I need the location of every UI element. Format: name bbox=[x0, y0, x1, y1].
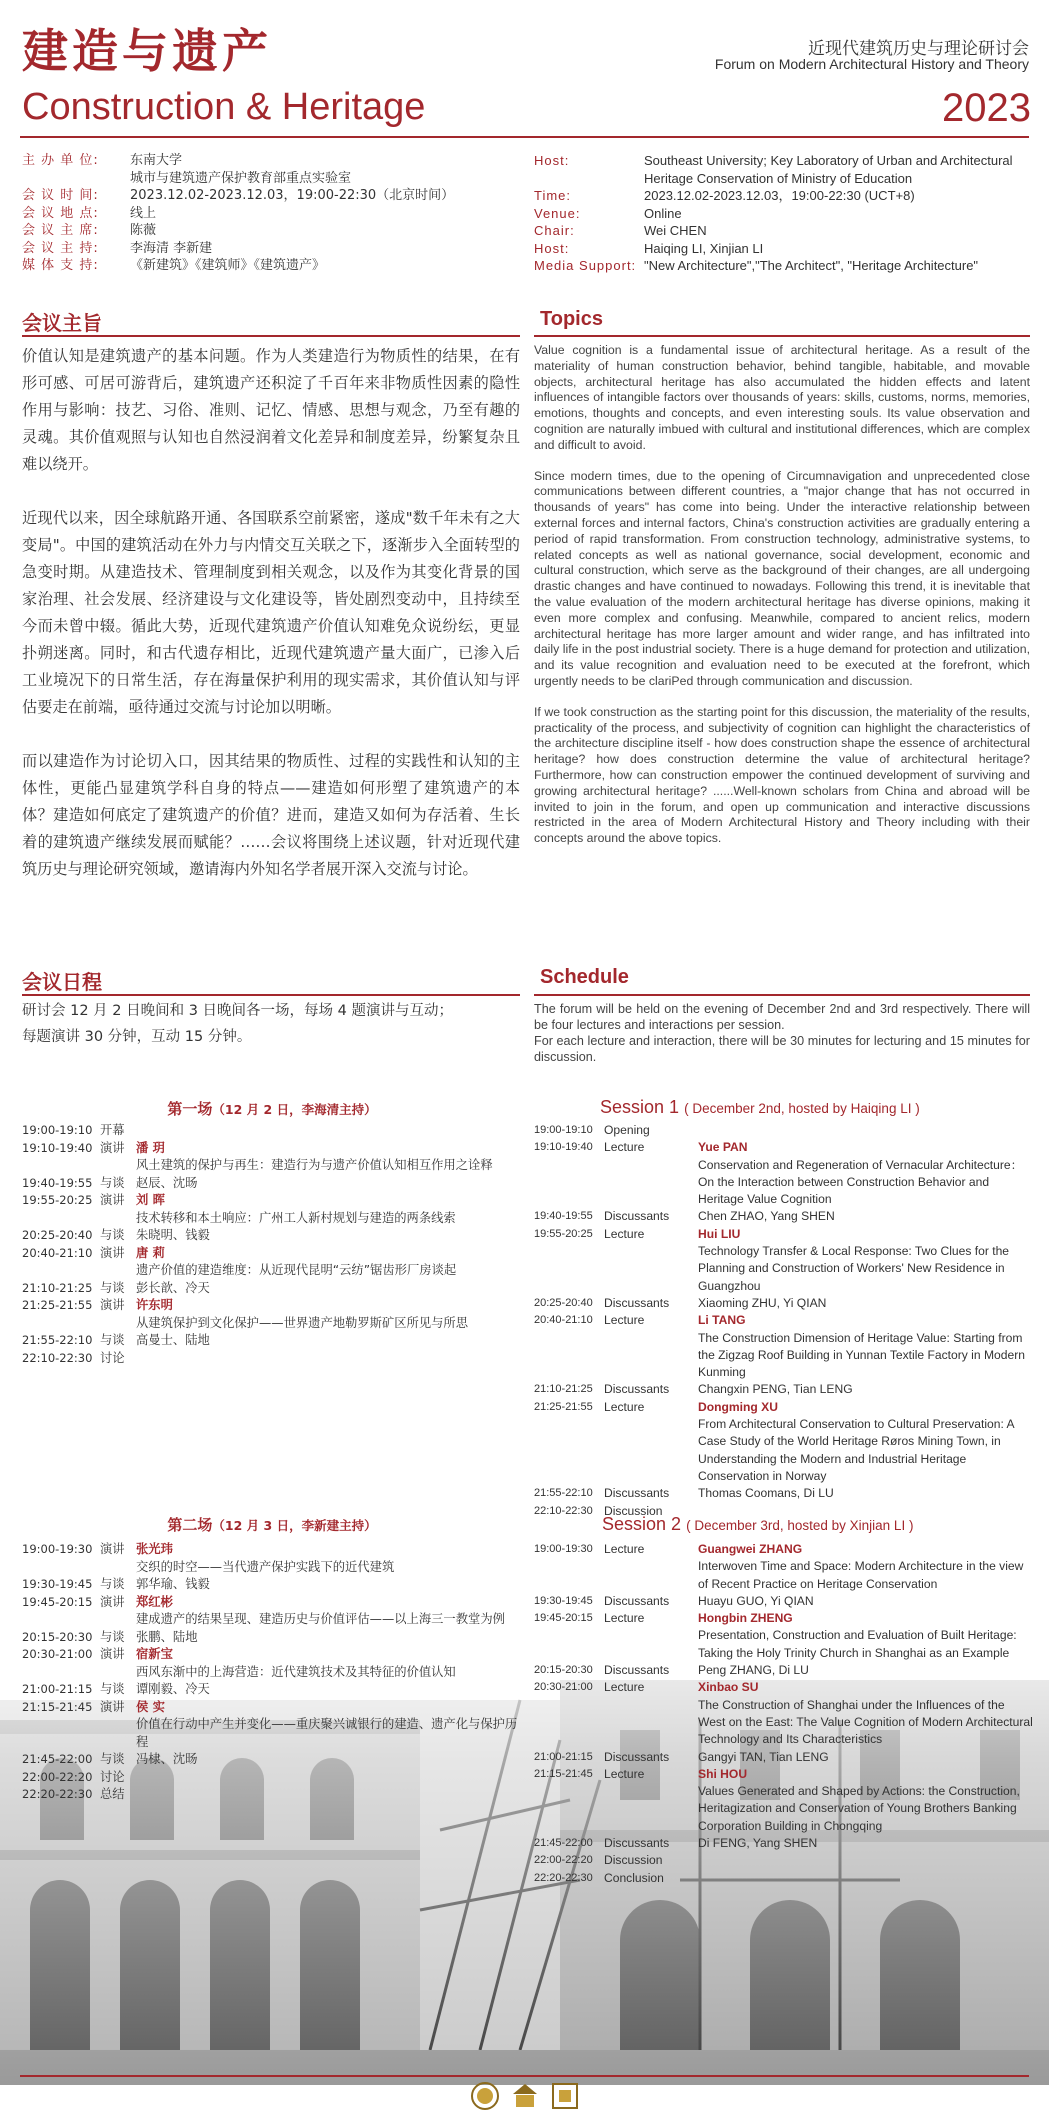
schedule-type: 讨论 bbox=[100, 1350, 125, 1365]
schedule-type: 与谈 bbox=[100, 1280, 125, 1295]
session-sub: ( December 2nd, hosted by Haiqing LI ) bbox=[684, 1101, 920, 1116]
info-label: 会 议 主 席: bbox=[22, 223, 99, 238]
info-row bbox=[22, 222, 522, 240]
speaker-name: Hui LIU bbox=[698, 1226, 741, 1241]
info-row bbox=[534, 187, 1034, 205]
info-value: 线上 bbox=[130, 205, 157, 221]
session-name: 第二场 bbox=[167, 1516, 213, 1534]
session1-schedule-cn bbox=[22, 1122, 522, 1367]
info-label: Host: bbox=[534, 153, 570, 168]
topics-paragraph: Value cognition is a fundamental issue of architectural heritage. As a result of the materiality of human construction behavior, behind tangible, habitable, and movable objects, architectural heritage has also accumulated the hidden effects and latent influences of intangible factors over thousands of years: skills, customs, norms, memories, emotions, thoughts and concepts, and even interesting souls. Its value observation and cognition are naturally imbued with cultural and institutional differences, which are complex and difficult to avoid. bbox=[534, 343, 1030, 452]
schedule-row bbox=[22, 1332, 522, 1350]
info-value: Haiqing LI, Xinjian LI bbox=[644, 240, 764, 256]
info-label bbox=[22, 170, 130, 188]
topics-heading-cn: 会议主旨 bbox=[22, 311, 102, 335]
schedule-time: 19:00-19:10 bbox=[22, 1123, 93, 1137]
schedule-body bbox=[136, 1629, 522, 1647]
schedule-row bbox=[534, 1399, 1034, 1485]
schedule-body bbox=[698, 1610, 1034, 1662]
schedule-body bbox=[136, 1227, 522, 1245]
schedule-row bbox=[22, 1646, 522, 1681]
lecture-title: 技术转移和本土响应：广州工人新村规划与建造的两条线索 bbox=[136, 1210, 456, 1225]
topics-paragraph: Since modern times, due to the opening of Circumnavigation and unprecedented close communications between different countries, a "major change that has not occurred in thousands of years" has come into being. Under the interactive relationship between external forces and internal factors, China's construction activities are gradually entering a period of rapid transformation. From construction technology, administrative systems, to related concepts as well as national governance, social development, economic and cultural construction, which serve as the background of their changes, are all undergoing drastic changes and have continued to nowadays. Following this trend, it is inevitable that the value evaluation of the modern architectural heritage has diverse opinions, making it even more complex and confusing. Meanwhile, compared to ancient relics, modern architectural heritage has more larger amount and wider range, and has infiltrated into daily life in the post industrial society. There is a huge demand for protection and utilization, and its value recognition and evaluation need to be executed at the forefront, which urgently needs to be clariPed through communication and discussion. bbox=[534, 468, 1030, 688]
discussants: Thomas Coomans, Di LU bbox=[698, 1486, 834, 1501]
info-row bbox=[22, 152, 522, 170]
session-name: 第一场 bbox=[167, 1100, 213, 1118]
session-name: Session 2 bbox=[602, 1514, 682, 1534]
schedule-type: Discussants bbox=[604, 1382, 670, 1397]
schedule-time: 21:00-21:15 bbox=[534, 1750, 593, 1763]
session1-title-cn bbox=[22, 1098, 522, 1119]
schedule-type: 与谈 bbox=[100, 1175, 125, 1190]
schedule-time: 19:10-19:40 bbox=[22, 1140, 93, 1155]
schedule-body bbox=[698, 1835, 1034, 1852]
session-name: Session 1 bbox=[600, 1097, 680, 1117]
schedule-time: 22:20-22:30 bbox=[22, 1787, 93, 1801]
schedule-time: 20:40-21:10 bbox=[534, 1314, 593, 1327]
lecture-title: Values Generated and Shaped by Actions: the Construction, Heritagization and Conservation of Young Brothers Banking Corporation Building in Chongqing bbox=[698, 1784, 1020, 1833]
schedule-row bbox=[534, 1835, 1034, 1852]
schedule-type: Discussion bbox=[604, 1503, 663, 1518]
info-label: 主 办 单 位: bbox=[22, 153, 99, 168]
schedule-body bbox=[136, 1594, 522, 1629]
session2-schedule-en bbox=[534, 1541, 1034, 1887]
schedule-row bbox=[22, 1227, 522, 1245]
forum-title-cn: 近现代建筑历史与理论研讨会 bbox=[808, 39, 1029, 59]
schedule-type: Discussants bbox=[604, 1295, 670, 1310]
topics-body-en bbox=[534, 343, 1030, 862]
schedule-body bbox=[136, 1350, 522, 1368]
topics-paragraph: If we took construction as the starting point for this discussion, the materiality of the results, practicality of the process, and subjectivity of cognition can highlight the characteristics of the architecture discipline itself - how does construction shape the essence of architectural heritage? how does construction determine the value of architectural heritage? Furthermore, how can construction empower the continued development of surviving and growing architectural heritage? ......Well-known scholars from China and abroad will be invited to join in the forum, and open up communication and interactive discussions restricted in the area of Modern Architectural History and Theory including with their concepts around the above topics. bbox=[534, 704, 1030, 846]
speaker-name: 唐 莉 bbox=[136, 1245, 165, 1260]
schedule-time: 22:00-22:20 bbox=[22, 1769, 93, 1784]
lecture-title: Interwoven Time and Space: Modern Architecture in the view of Recent Practice on Heritage Conservation bbox=[698, 1559, 1024, 1591]
schedule-type: 演讲 bbox=[100, 1699, 125, 1714]
schedule-row bbox=[534, 1593, 1034, 1610]
schedule-body bbox=[698, 1399, 1034, 1485]
schedule-row bbox=[534, 1610, 1034, 1662]
info-value: 2023.12.02-2023.12.03，19:00-22:30（北京时间） bbox=[130, 188, 455, 203]
schedule-row bbox=[22, 1122, 522, 1140]
topics-paragraph: 近现代以来，因全球航路开通、各国联系空前紧密，遂成"数千年未有之大变局"。中国的建筑活动在外力与内情交互关联之下，逐渐步入全面转型的急变时期。从建造技术、管理制度到相关观念，以及作为其变化背景的国家治理、社会发展、经济建设与文化建设等，皆处剧烈变动中，且持续至今而未曾中辍。循此大势，近现代建筑遗产价值认知难免众说纷纭，更显扑朔迷离。同时，和古代遗存相比，近现代建筑遗产量大面广，已渗入后工业境况下的日常生活，存在海量保护利用的现实需求，其价值认知与评估要走在前端，亟待通过交流与讨论加以明晰。 bbox=[22, 509, 520, 716]
info-label: 媒 体 支 持: bbox=[22, 258, 99, 273]
schedule-body bbox=[136, 1646, 522, 1681]
intro-line: The forum will be held on the evening of December 2nd and 3rd respectively. There will be four lectures and interactions per session. bbox=[534, 1002, 1030, 1032]
schedule-row bbox=[22, 1699, 522, 1752]
schedule-time: 22:20-22:30 bbox=[534, 1871, 593, 1884]
info-cn bbox=[22, 152, 522, 275]
schedule-rule-cn bbox=[22, 994, 520, 996]
info-value: 李海清 李新建 bbox=[130, 240, 213, 256]
schedule-type: Lecture bbox=[604, 1226, 645, 1241]
speaker-name: 张光玮 bbox=[136, 1542, 173, 1556]
info-value: Southeast University; Key Laboratory of Urban and Architectural Heritage Conservation of Ministry of Education bbox=[644, 153, 1013, 186]
schedule-body bbox=[136, 1297, 522, 1332]
lecture-title: 建成遗产的结果呈现、建造历史与价值评估——以上海三一教堂为例 bbox=[136, 1612, 505, 1626]
schedule-time: 21:10-21:25 bbox=[22, 1280, 93, 1295]
schedule-body bbox=[698, 1593, 1034, 1610]
session2-title-cn bbox=[22, 1514, 522, 1535]
lecture-title: From Architectural Conservation to Cultural Preservation: A Case Study of the World Heritage Røros Mining Town, in Understanding the Modern and Industrial Heritage Conservation in Norway bbox=[698, 1417, 1014, 1483]
info-row bbox=[22, 257, 522, 275]
info-label: 会 议 主 持: bbox=[22, 240, 99, 256]
schedule-row bbox=[534, 1766, 1034, 1835]
schedule-body bbox=[136, 1332, 522, 1350]
schedule-intro-cn bbox=[22, 998, 520, 1050]
schedule-type: Lecture bbox=[604, 1313, 645, 1328]
schedule-type: 演讲 bbox=[100, 1140, 125, 1155]
discussants: Di FENG, Yang SHEN bbox=[698, 1836, 818, 1851]
schedule-type: Discussants bbox=[604, 1486, 670, 1501]
info-row bbox=[534, 152, 1034, 187]
schedule-row bbox=[22, 1175, 522, 1193]
schedule-type: Discussion bbox=[604, 1853, 663, 1868]
footer-logos bbox=[0, 2081, 1049, 2111]
schedule-row bbox=[22, 1297, 522, 1332]
topics-paragraph: 价值认知是建筑遗产的基本问题。作为人类建造行为物质性的结果，在有形可感、可居可游背后，建筑遗产还积淀了千百年来非物质性因素的隐性作用与影响：技艺、习俗、准则、记忆、情感、思想与观念，乃至有趣的灵魂。其价值观照与认知也自然浸润着文化差异和制度差异，纷繁复杂且难以绕开。 bbox=[22, 347, 520, 473]
speaker-name: Dongming XU bbox=[698, 1399, 778, 1414]
schedule-body bbox=[136, 1699, 522, 1752]
schedule-body bbox=[136, 1245, 522, 1280]
schedule-type: 演讲 bbox=[100, 1298, 125, 1312]
schedule-time: 20:30-21:00 bbox=[534, 1681, 593, 1694]
schedule-type: Discussants bbox=[604, 1749, 670, 1764]
schedule-time: 19:10-19:40 bbox=[534, 1141, 593, 1154]
schedule-row bbox=[22, 1786, 522, 1804]
lecture-title: 遗产价值的建造维度：从近现代昆明“云纺”锯齿形厂房谈起 bbox=[136, 1263, 457, 1277]
schedule-time: 21:10-21:25 bbox=[534, 1383, 593, 1396]
schedule-type: 开幕 bbox=[100, 1123, 125, 1137]
schedule-rule-en bbox=[534, 994, 1030, 996]
info-label: Media Support: bbox=[534, 258, 637, 273]
schedule-row bbox=[534, 1485, 1034, 1502]
title-en: Construction & Heritage bbox=[22, 86, 426, 128]
speaker-name: 许东明 bbox=[136, 1298, 173, 1312]
schedule-row bbox=[22, 1245, 522, 1280]
discussants: 郭华瑜、钱毅 bbox=[136, 1577, 210, 1591]
schedule-type: Lecture bbox=[604, 1611, 645, 1626]
schedule-type: Conclusion bbox=[604, 1870, 664, 1885]
info-row bbox=[534, 222, 1034, 240]
schedule-type: Discussants bbox=[604, 1209, 670, 1224]
info-value: Online bbox=[644, 205, 682, 221]
heritage-logo-icon bbox=[510, 2081, 540, 2111]
schedule-body bbox=[698, 1662, 1034, 1679]
speaker-name: Shi HOU bbox=[698, 1766, 748, 1781]
schedule-type: Lecture bbox=[604, 1140, 645, 1155]
schedule-type: 与谈 bbox=[100, 1682, 125, 1696]
schedule-time: 21:45-22:00 bbox=[534, 1837, 593, 1850]
schedule-time: 21:25-21:55 bbox=[534, 1400, 593, 1413]
intro-line: For each lecture and interaction, there will be 30 minutes for lecturing and 15 minutes for discussion. bbox=[534, 1034, 1030, 1064]
schedule-row bbox=[22, 1280, 522, 1298]
schedule-body bbox=[136, 1576, 522, 1594]
info-value: 东南大学 bbox=[130, 153, 183, 168]
info-value: "New Architecture","The Architect", "Heritage Architecture" bbox=[644, 258, 979, 273]
schedule-type: 讨论 bbox=[100, 1769, 125, 1784]
schedule-type: 演讲 bbox=[100, 1647, 125, 1661]
speaker-name: Yue PAN bbox=[698, 1140, 748, 1155]
intro-line: 每题演讲 30 分钟，互动 15 分钟。 bbox=[22, 1029, 252, 1045]
schedule-time: 19:00-19:30 bbox=[22, 1542, 93, 1556]
schedule-time: 22:10-22:30 bbox=[22, 1350, 93, 1365]
info-row bbox=[534, 205, 1034, 223]
session-sub: ( December 3rd, hosted by Xinjian LI ) bbox=[686, 1518, 914, 1533]
footer-rule bbox=[20, 2075, 1029, 2077]
speaker-name: Guangwei ZHANG bbox=[698, 1542, 803, 1556]
lecture-title: Conservation and Regeneration of Vernacular Architecture：On the Interaction between Construction Behavior and Heritage Value Cognition bbox=[698, 1157, 1023, 1207]
schedule-body bbox=[698, 1870, 1034, 1887]
schedule-time: 19:40-19:55 bbox=[534, 1210, 593, 1223]
schedule-row bbox=[534, 1295, 1034, 1312]
schedule-time: 21:45-22:00 bbox=[22, 1752, 93, 1766]
schedule-time: 20:25-20:40 bbox=[22, 1228, 93, 1242]
title-cn: 建造与遗产 bbox=[22, 24, 272, 78]
lecture-title: The Construction of Shanghai under the Influences of the West on the East: The Value Cognition of Modern Architectural Technology and Its Characteristics bbox=[698, 1697, 1033, 1747]
speaker-name: 刘 晖 bbox=[136, 1193, 165, 1207]
speaker-name: 郑红彬 bbox=[136, 1594, 173, 1609]
session-sub: （12 月 2 日，李海清主持） bbox=[212, 1102, 377, 1117]
info-row bbox=[22, 240, 522, 258]
speaker-name: 侯 实 bbox=[136, 1699, 165, 1714]
schedule-time: 19:45-20:15 bbox=[534, 1612, 593, 1625]
schedule-intro-en bbox=[534, 1001, 1030, 1065]
schedule-body bbox=[136, 1192, 522, 1227]
schedule-type: 演讲 bbox=[100, 1245, 125, 1260]
schedule-time: 20:25-20:40 bbox=[534, 1296, 593, 1309]
schedule-body bbox=[698, 1679, 1034, 1748]
info-label: Chair: bbox=[534, 223, 575, 238]
info-label: Venue: bbox=[534, 205, 581, 221]
discussants: Gangyi TAN, Tian LENG bbox=[698, 1749, 829, 1764]
topics-heading-en: Topics bbox=[540, 308, 603, 330]
schedule-body bbox=[698, 1139, 1034, 1208]
info-row bbox=[22, 205, 522, 223]
header-rule bbox=[20, 136, 1029, 138]
discussants: Xiaoming ZHU, Yi QIAN bbox=[698, 1295, 827, 1310]
info-row bbox=[22, 187, 522, 205]
topics-rule-en bbox=[534, 335, 1030, 337]
schedule-body bbox=[698, 1208, 1034, 1225]
schedule-time: 19:00-19:30 bbox=[534, 1543, 593, 1555]
lecture-title: 西风东渐中的上海营造：近代建筑技术及其特征的价值认知 bbox=[136, 1664, 456, 1679]
schedule-row bbox=[534, 1662, 1034, 1679]
schedule-body bbox=[136, 1280, 522, 1298]
schedule-row bbox=[534, 1122, 1034, 1139]
schedule-body bbox=[698, 1381, 1034, 1398]
schedule-type: Discussants bbox=[604, 1663, 670, 1678]
schedule-body bbox=[698, 1541, 1034, 1593]
schedule-body bbox=[698, 1226, 1034, 1295]
schedule-row bbox=[22, 1576, 522, 1594]
schedule-time: 21:55-22:10 bbox=[534, 1487, 593, 1500]
discussants: 赵辰、沈旸 bbox=[136, 1175, 198, 1190]
topics-paragraph: 而以建造作为讨论切入口，因其结果的物质性、过程的实践性和认知的主体性，更能凸显建筑学科自身的特点——建造如何形塑了建筑遗产的本体？建造如何底定了建筑遗产的价值？进而，建造又如何为存活着、生长着的建筑遗产继续发展而赋能？……会议将围绕上述议题，针对近现代建筑历史与理论研究领域，邀请海内外知名学者展开深入交流与讨论。 bbox=[22, 752, 520, 878]
schedule-time: 21:15-21:45 bbox=[22, 1699, 93, 1714]
lecture-title: Presentation, Construction and Evaluation of Built Heritage: Taking the Holy Trinity Church in Shanghai as an Example bbox=[698, 1628, 1017, 1660]
schedule-type: 演讲 bbox=[100, 1542, 125, 1556]
schedule-row bbox=[22, 1350, 522, 1368]
schedule-type: 演讲 bbox=[100, 1594, 125, 1609]
schedule-body bbox=[136, 1122, 522, 1140]
schedule-row bbox=[534, 1381, 1034, 1398]
schedule-body bbox=[136, 1175, 522, 1193]
schedule-row bbox=[22, 1140, 522, 1175]
schedule-type: 演讲 bbox=[100, 1193, 125, 1207]
schedule-body bbox=[136, 1769, 522, 1787]
schedule-type: 与谈 bbox=[100, 1577, 125, 1591]
info-label: 会 议 地 点: bbox=[22, 205, 99, 221]
schedule-row bbox=[22, 1541, 522, 1576]
schedule-type: 与谈 bbox=[100, 1629, 125, 1644]
schedule-heading-cn: 会议日程 bbox=[22, 970, 102, 994]
schedule-body bbox=[698, 1852, 1034, 1869]
schedule-row bbox=[534, 1679, 1034, 1748]
schedule-body bbox=[698, 1749, 1034, 1766]
speaker-name: Hongbin ZHENG bbox=[698, 1611, 793, 1626]
schedule-row bbox=[534, 1208, 1034, 1225]
discussants: 朱晓明、钱毅 bbox=[136, 1228, 210, 1242]
discussants: 高曼士、陆地 bbox=[136, 1333, 210, 1347]
session2-title-en bbox=[602, 1514, 913, 1535]
discussants: Changxin PENG, Tian LENG bbox=[698, 1382, 853, 1397]
info-value: 陈薇 bbox=[130, 223, 157, 238]
discussants: 谭刚毅、冷天 bbox=[136, 1682, 210, 1696]
schedule-body bbox=[698, 1295, 1034, 1312]
schedule-body bbox=[698, 1485, 1034, 1502]
schedule-row bbox=[534, 1749, 1034, 1766]
schedule-type: 与谈 bbox=[100, 1228, 125, 1242]
schedule-type: Lecture bbox=[604, 1399, 645, 1414]
schedule-type: 与谈 bbox=[100, 1752, 125, 1766]
schedule-time: 19:40-19:55 bbox=[22, 1175, 93, 1190]
schedule-time: 20:30-21:00 bbox=[22, 1647, 93, 1661]
info-row bbox=[534, 240, 1034, 258]
schedule-time: 21:15-21:45 bbox=[534, 1767, 593, 1780]
schedule-body bbox=[136, 1681, 522, 1699]
topics-rule-cn bbox=[22, 335, 520, 337]
schedule-body bbox=[698, 1122, 1034, 1139]
schedule-body bbox=[698, 1766, 1034, 1835]
schedule-time: 20:15-20:30 bbox=[534, 1664, 593, 1677]
schedule-row bbox=[534, 1541, 1034, 1593]
info-label: Host: bbox=[534, 240, 570, 256]
year: 2023 bbox=[942, 86, 1031, 130]
discussants: 彭长歆、冷天 bbox=[136, 1280, 210, 1295]
info-value: 《新建筑》《建筑师》《建筑遗产》 bbox=[130, 258, 326, 273]
schedule-row bbox=[534, 1226, 1034, 1295]
schedule-type: 总结 bbox=[100, 1787, 125, 1801]
schedule-body bbox=[136, 1751, 522, 1769]
schedule-time: 21:55-22:10 bbox=[22, 1333, 93, 1347]
lecture-title: The Construction Dimension of Heritage Value: Starting from the Zigzag Roof Building in Yunnan Textile Factory in Modern Kunming bbox=[698, 1330, 1025, 1380]
info-value: 2023.12.02-2023.12.03，19:00-22:30 (UCT+8) bbox=[644, 188, 915, 203]
forum-title-en: Forum on Modern Architectural History and Theory bbox=[714, 56, 1029, 72]
schedule-time: 19:30-19:45 bbox=[534, 1594, 593, 1607]
schedule-row bbox=[534, 1852, 1034, 1869]
info-row bbox=[534, 257, 1034, 275]
schedule-row bbox=[22, 1594, 522, 1629]
speaker-name: 潘 玥 bbox=[136, 1140, 165, 1155]
lecture-title: Technology Transfer & Local Response: Two Clues for the Planning and Construction of Workers' New Residence in Guangzhou bbox=[698, 1244, 1010, 1293]
schedule-body bbox=[136, 1140, 522, 1175]
intro-line: 研讨会 12 月 2 日晚间和 3 日晚间各一场，每场 4 题演讲与互动； bbox=[22, 1003, 453, 1019]
discussants: Huayu GUO, Yi QIAN bbox=[698, 1593, 814, 1608]
university-seal-icon bbox=[470, 2081, 500, 2111]
info-label: Time: bbox=[534, 188, 572, 203]
schedule-row bbox=[534, 1312, 1034, 1381]
schedule-time: 20:40-21:10 bbox=[22, 1245, 93, 1260]
topics-body-cn bbox=[22, 343, 520, 910]
schedule-row bbox=[534, 1139, 1034, 1208]
schedule-time: 21:00-21:15 bbox=[22, 1682, 93, 1696]
schedule-row bbox=[22, 1192, 522, 1227]
session1-schedule-en bbox=[534, 1122, 1034, 1520]
speaker-name: Li TANG bbox=[698, 1313, 746, 1328]
lecture-title: 交织的时空——当代遗产保护实践下的近代建筑 bbox=[136, 1559, 395, 1574]
session2-schedule-cn bbox=[22, 1541, 522, 1804]
schedule-body bbox=[136, 1541, 522, 1576]
schedule-type: Lecture bbox=[604, 1766, 645, 1781]
schedule-time: 19:55-20:25 bbox=[534, 1227, 593, 1240]
speaker-name: Xinbao SU bbox=[698, 1680, 759, 1695]
lecture-title: 价值在行动中产生并变化——重庆聚兴诚银行的建造、遗产化与保护历程 bbox=[136, 1717, 518, 1749]
discussants: Chen ZHAO, Yang SHEN bbox=[698, 1209, 835, 1224]
schedule-type: Lecture bbox=[604, 1542, 645, 1556]
schedule-row bbox=[22, 1681, 522, 1699]
schedule-type: Opening bbox=[604, 1123, 650, 1137]
schedule-time: 22:00-22:20 bbox=[534, 1854, 593, 1867]
discussants: 冯棣、沈旸 bbox=[136, 1752, 198, 1766]
schedule-row bbox=[534, 1870, 1034, 1887]
schedule-time: 19:30-19:45 bbox=[22, 1577, 93, 1591]
info-en bbox=[534, 152, 1034, 275]
schedule-type: 与谈 bbox=[100, 1333, 125, 1347]
schedule-type: Lecture bbox=[604, 1680, 645, 1695]
laboratory-logo-icon bbox=[550, 2081, 580, 2111]
schedule-row bbox=[22, 1769, 522, 1787]
schedule-body bbox=[698, 1312, 1034, 1381]
speaker-name: 宿新宝 bbox=[136, 1647, 173, 1661]
schedule-body bbox=[136, 1786, 522, 1804]
schedule-row bbox=[22, 1629, 522, 1647]
lecture-title: 从建筑保护到文化保护——世界遗产地勒罗斯矿区所见与所思 bbox=[136, 1315, 469, 1330]
schedule-time: 19:45-20:15 bbox=[22, 1594, 93, 1609]
schedule-time: 21:25-21:55 bbox=[22, 1298, 93, 1312]
schedule-time: 19:55-20:25 bbox=[22, 1193, 93, 1207]
session1-title-en bbox=[600, 1097, 920, 1118]
info-value: 城市与建筑遗产保护教育部重点实验室 bbox=[130, 170, 352, 186]
schedule-time: 20:15-20:30 bbox=[22, 1629, 93, 1644]
discussants: 张鹏、陆地 bbox=[136, 1629, 198, 1644]
lecture-title: 风土建筑的保护与再生：建造行为与遗产价值认知相互作用之诠释 bbox=[136, 1158, 493, 1172]
info-value: Wei CHEN bbox=[644, 223, 707, 238]
schedule-type: Discussants bbox=[604, 1836, 670, 1851]
info-row bbox=[22, 170, 522, 188]
schedule-row bbox=[22, 1751, 522, 1769]
schedule-time: 19:00-19:10 bbox=[534, 1124, 593, 1136]
session-sub: （12 月 3 日，李新建主持） bbox=[212, 1518, 377, 1533]
discussants: Peng ZHANG, Di LU bbox=[698, 1663, 809, 1678]
schedule-time: 22:10-22:30 bbox=[534, 1504, 593, 1517]
info-label: 会 议 时 间: bbox=[22, 188, 99, 203]
schedule-type: Discussants bbox=[604, 1593, 670, 1608]
schedule-heading-en: Schedule bbox=[540, 966, 629, 988]
